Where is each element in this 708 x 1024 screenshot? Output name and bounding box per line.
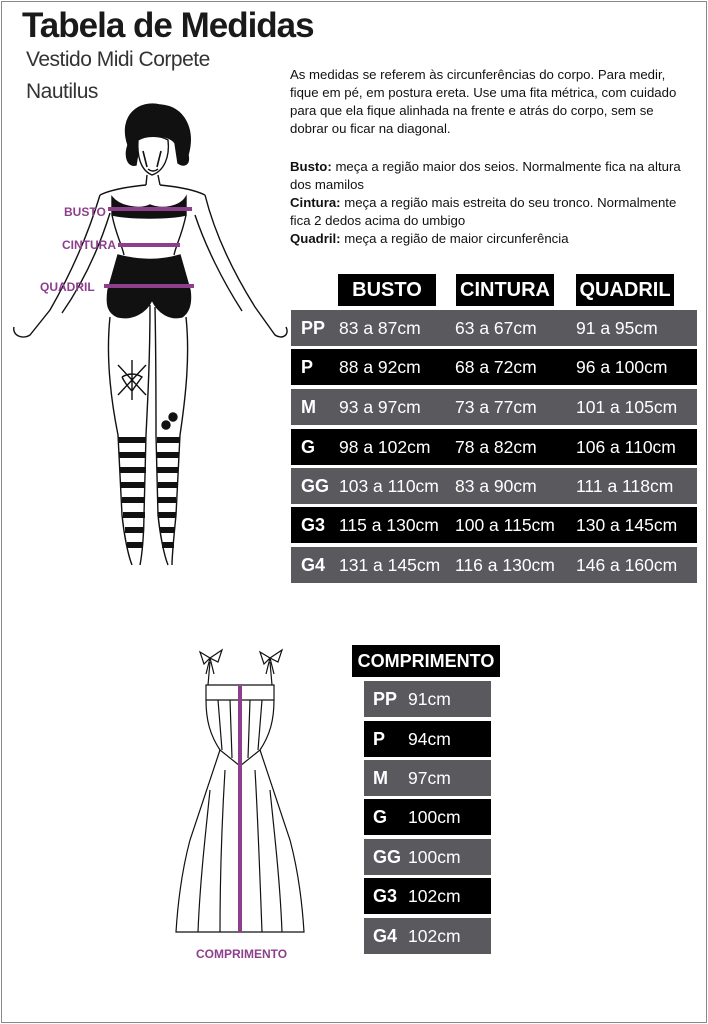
busto-value: 131 a 145cm [339,555,441,575]
length-value: 94cm [408,729,451,749]
size-label: GG [373,847,402,867]
table-row [291,507,697,543]
quadril-value: 96 a 100cm [576,357,668,377]
size-label: G4 [301,555,326,575]
cintura-definition [290,194,700,230]
size-label: G3 [301,515,326,535]
length-value: 100cm [408,807,461,827]
table-row [291,389,697,425]
busto-value: 98 a 102cm [339,437,431,457]
size-label: G [373,807,388,827]
table-row [364,681,491,717]
table-row [291,349,697,385]
header-busto: BUSTO [338,274,436,306]
quadril-value: 91 a 95cm [576,318,658,338]
quadril-value: 106 a 110cm [576,437,676,457]
quadril-definition-label: Quadril: [290,231,341,246]
table-row [364,839,491,875]
measuring-instructions: As medidas se referem às circunferências do corpo. Para medir, fique em pé, em postura ereta. Use uma fita métrica, com cuidado para que ela fique alinhada na frente e atrás do corpo, sem se dobrar ou ficar na diagonal. [290,67,677,136]
size-label: PP [301,318,326,338]
table-row [364,878,491,914]
length-value: 102cm [408,926,461,946]
busto-value: 83 a 87cm [339,318,421,338]
cintura-value: 63 a 67cm [455,318,537,338]
quadril-value: 111 a 118cm [576,476,674,496]
product-name-line2: Nautilus [26,80,98,103]
table-row [364,760,491,796]
quadril-definition [290,230,700,248]
table-row [291,429,697,465]
length-value: 102cm [408,886,461,906]
size-label: P [373,729,386,749]
quadril-value: 101 a 105cm [576,397,678,417]
cintura-value: 100 a 115cm [455,515,555,535]
cintura-value: 83 a 90cm [455,476,537,496]
quadril-value: 130 a 145cm [576,515,678,535]
cintura-value: 68 a 72cm [455,357,537,377]
quadril-value: 146 a 160cm [576,555,678,575]
busto-value: 88 a 92cm [339,357,421,377]
measurement-definitions [290,158,700,248]
length-value: 91cm [408,689,451,709]
table-row [291,310,697,346]
size-label: GG [301,476,330,496]
size-label: M [373,768,388,788]
busto-label: BUSTO [64,205,106,219]
page-title: Tabela de Medidas [22,6,314,45]
table-row [364,721,491,757]
cintura-label: CINTURA [62,238,116,252]
cintura-definition-label: Cintura: [290,195,341,210]
length-value: 100cm [408,847,461,867]
cintura-value: 78 a 82cm [455,437,537,457]
cintura-value: 116 a 130cm [455,555,555,575]
size-label: G3 [373,886,398,906]
busto-definition-text: meça a região maior dos seios. Normalmente fica na altura dos mamilos [290,159,681,192]
table-row [364,799,491,835]
size-label: G4 [373,926,398,946]
header-quadril: QUADRIL [576,274,674,306]
body-figure-illustration [0,95,290,585]
size-label: P [301,357,314,377]
busto-definition [290,158,700,194]
size-label: G [301,437,316,457]
table-row [291,468,697,504]
header-cintura: CINTURA [456,274,554,306]
size-label: PP [373,689,398,709]
quadril-definition-text: meça a região de maior circunferência [344,231,569,246]
product-name-line1: Vestido Midi Corpete [26,48,210,71]
table-row [291,547,697,583]
busto-definition-label: Busto: [290,159,332,174]
header-comprimento: COMPRIMENTO [352,645,500,677]
busto-value: 115 a 130cm [339,515,439,535]
cintura-value: 73 a 77cm [455,397,537,417]
comprimento-label: COMPRIMENTO [196,947,288,961]
quadril-label: QUADRIL [40,280,95,294]
size-label: M [301,397,316,417]
busto-value: 103 a 110cm [339,476,439,496]
dress-illustration [170,640,310,940]
length-value: 97cm [408,768,451,788]
table-row [364,918,491,954]
busto-value: 93 a 97cm [339,397,421,417]
cintura-definition-text: meça a região mais estreita do seu tronco. Normalmente fica 2 dedos acima do umbigo [290,195,677,228]
